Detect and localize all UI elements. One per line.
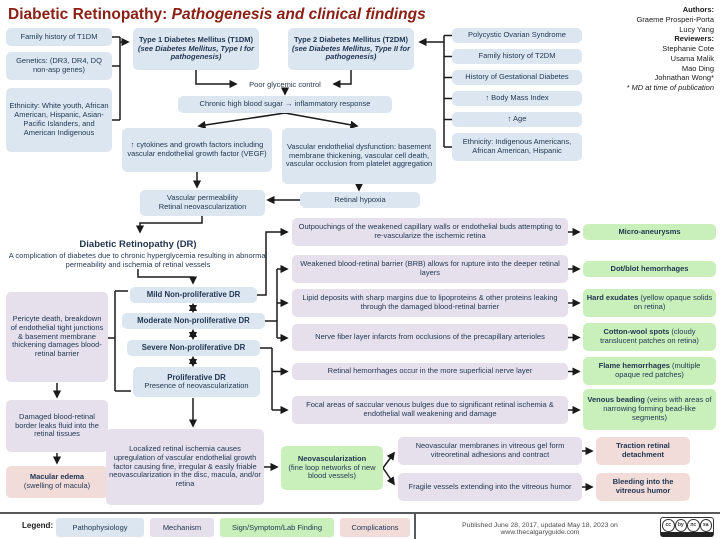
node-bmi [452, 91, 582, 106]
title-prefix: Diabetic Retinopathy: [8, 6, 172, 23]
page-title [8, 6, 426, 24]
legend-item-text: Pathophysiology [72, 523, 128, 532]
node-family-history-t2dm [452, 49, 582, 64]
node-text [586, 362, 713, 380]
legend-item-text: Mechanism [162, 523, 202, 532]
node-rest: (veins with areas of narrowing forming bead-like segments) [603, 395, 712, 422]
node-retinal-hypoxia [300, 192, 420, 208]
node-nerve-fiber-infarcts [292, 324, 568, 351]
dr-description: A complication of diabetes due to chronic hyperglycemia resulting in abnormal permeability and ischemia of retinal vessels [8, 251, 268, 270]
node-text: Bleeding into the vitreous humor [612, 477, 674, 495]
published-note: Published June 28, 2017, updated May 18, 2023 on www.thecalgaryguide.com [462, 522, 618, 536]
node-text: Severe Non-proliferative DR [141, 343, 246, 353]
node-text [291, 36, 411, 63]
legend-item-text: Complications [351, 523, 399, 532]
node-weakened-brb [292, 255, 568, 283]
node-text: Poor glycemic control [249, 79, 321, 89]
node-text: Chronic high blood sugar → inflammatory response [199, 99, 371, 109]
node-gestational-diabetes [452, 70, 582, 85]
node-text: Lipid deposits with sharp margins due to lipoproteins & other proteins leaking through the damaged blood-retinal barrier [302, 293, 558, 311]
node-text: ↑ cytokines and growth factors including vascular endothelial growth factor (VEGF) [127, 140, 267, 158]
node-stage-severe [127, 340, 260, 356]
node-text: (swelling of macula) [23, 481, 91, 490]
credit-line: Stephanie Cote [662, 44, 714, 53]
node-italic: (see Diabetes Mellitus, Type II for pathogenesis) [291, 43, 411, 62]
node-lipid-deposits [292, 289, 568, 317]
node-traction-retinal-detachment [596, 437, 690, 465]
legend-item-text: Sign/Symptom/Lab Finding [231, 523, 323, 532]
node-text: Damaged blood-retinal border leaks fluid into the retinal tissues [15, 411, 99, 439]
node-text: Ethnicity: White youth, African American, Hispanic, Asian-Pacific Islanders, and American Indigenous [9, 101, 109, 137]
credit-line: Lucy Yang [679, 24, 714, 34]
node-cytokines-vegf [122, 128, 272, 172]
node-ethnicity-t1dm [6, 88, 112, 152]
node-text [586, 396, 713, 423]
node-poor-glycemic-control [234, 78, 336, 90]
node-vitreous-bleeding [596, 473, 690, 501]
cc-by-icon: by [675, 519, 688, 532]
node-chronic-high-blood-sugar [178, 96, 392, 113]
node-family-history-t1dm [6, 28, 112, 46]
legend-label: Legend: [22, 521, 54, 530]
cc-sa-icon: sa [700, 519, 713, 532]
legend-mechanism [150, 518, 214, 537]
node-bold: Dot/blot hemorrhages [610, 263, 689, 273]
node-bold: Hard exudates [586, 293, 641, 303]
node-ethnicity-t2dm [452, 133, 582, 161]
node-pericyte-death [6, 292, 108, 382]
node-text: Family history of T1DM [20, 31, 98, 41]
node-bold: Type 2 Diabetes Mellitus (T2DM) [293, 34, 409, 44]
legend-divider [414, 514, 416, 539]
node-localized-ischemia [106, 429, 264, 505]
node-text: Mild Non-proliferative DR [146, 290, 241, 300]
node-italic: (see Diabetes Mellitus, Type I for pathogenesis) [137, 43, 254, 62]
node-bold: Type 1 Diabetes Mellitus (T1DM) [138, 34, 254, 44]
node-text: Polycystic Ovarian Syndrome [468, 30, 566, 40]
legend-sign-symptom [220, 518, 334, 537]
node-vascular-permeability [140, 190, 265, 216]
node-micro-aneurysms [583, 224, 716, 240]
node-text: Family history of T2DM [478, 51, 556, 61]
node-t2dm [288, 28, 414, 70]
node-hard-exudates [583, 289, 716, 317]
node-rest: (yellow opaque solids on retina) [633, 293, 713, 311]
node-neovascular-membranes [398, 437, 582, 465]
node-bold: Venous beading [587, 395, 647, 405]
node-flame-hemorrhages [583, 357, 716, 385]
node-dot-blot-hemorrhages [583, 261, 716, 277]
node-stage-moderate [122, 313, 265, 329]
credit-note: * MD at time of publication [626, 83, 714, 92]
credit-line: Johnathan Wong* [654, 73, 714, 83]
node-text: Focal areas of saccular venous bulges due to significant retinal ischemia & endothelial wall weakening and damage [306, 400, 554, 418]
node-dr-heading [5, 236, 271, 272]
node-stage-proliferative [133, 367, 260, 397]
node-text: Localized retinal ischemia causes upregulation of vascular endothelial growth factor causing fine, irregular & easily friable neovascularization in the disc, macula, and/or retina [109, 443, 261, 489]
authors-label: Authors: [682, 5, 714, 14]
node-neovascularization [281, 446, 383, 490]
node-bold: Macular edema [29, 472, 85, 482]
cc-icon: cc [662, 519, 675, 532]
node-rest: (fine loop networks of new blood vessels) [288, 462, 376, 481]
node-text [586, 328, 713, 346]
credit-line: Mao Ding [681, 63, 714, 73]
node-text: Moderate Non-proliferative DR [137, 316, 250, 326]
node-bold: Neovascularization [297, 453, 367, 463]
node-bold: Proliferative DR [167, 372, 226, 382]
node-text: ↑ Body Mass Index [485, 93, 549, 103]
node-rest: (cloudy translucent patches on retina) [600, 327, 699, 345]
node-macular-edema [6, 466, 108, 498]
node-genetics [6, 52, 112, 80]
node-stage-mild [130, 287, 257, 303]
node-text: Ethnicity: Indigenous Americans, African American, Hispanic [462, 137, 572, 155]
node-text [618, 228, 680, 237]
node-rest: (multiple opaque red patches) [615, 361, 701, 379]
node-text: Weakened blood-retinal barrier (BRB) allows for rupture into the deeper retinal layers [300, 259, 560, 277]
node-text: Outpouchings of the weakened capillary walls or endothelial buds attempting to re-vascularize the ischemic retina [298, 222, 562, 240]
node-fragile-vessels [398, 473, 582, 501]
cc-license-badge [660, 517, 714, 537]
node-vascular-endothelial-dysfunction [282, 128, 436, 184]
node-text: History of Gestational Diabetes [465, 72, 569, 82]
node-text: Pericyte death, breakdown of endothelial tight junctions & basement membrane thickening damages blood-retinal barrier [10, 313, 104, 359]
node-text: Retinal neovascularization [158, 202, 247, 211]
node-text: ↑ Age [507, 114, 527, 124]
node-text [586, 294, 713, 312]
node-text: Traction retinal detachment [616, 441, 670, 459]
credit-line: Usama Malik [670, 53, 714, 63]
node-age [452, 112, 582, 127]
node-bold: Micro-aneurysms [618, 226, 681, 236]
node-venous-beading [583, 389, 716, 430]
node-focal-venous-bulges [292, 396, 568, 424]
node-cotton-wool-spots [583, 323, 716, 351]
node-text [611, 265, 689, 274]
dr-title: Diabetic Retinopathy (DR) [79, 238, 197, 250]
node-bold: Flame hemorrhages [598, 361, 672, 371]
node-text: Presence of neovascularization [144, 381, 249, 391]
node-text: Retinal hemorrhages occur in the more superficial nerve layer [327, 366, 533, 376]
node-damaged-border [6, 400, 108, 452]
legend-pathophysiology [56, 518, 144, 537]
legend-complications [340, 518, 410, 537]
node-bold: Cotton-wool spots [603, 327, 672, 337]
reviewers-label: Reviewers: [674, 34, 714, 44]
cc-nc-icon: nc [687, 519, 700, 532]
node-text: Neovascular membranes in vitreous gel form vitreoretinal adhesions and contract [415, 441, 565, 459]
title-suffix: Pathogenesis and clinical findings [171, 6, 426, 23]
node-t1dm [133, 28, 259, 70]
node-outpouchings [292, 218, 568, 246]
node-text: Genetics: (DR3, DR4, DQ non-asp genes) [16, 56, 102, 74]
node-text [136, 36, 256, 63]
node-text: Vascular endothelial dysfunction: basement membrane thickening, vascular cell death, vascular occlusion from platelet aggregation [285, 141, 433, 169]
credits [626, 5, 714, 93]
credit-line: Graeme Prosperi-Porta [636, 14, 714, 24]
node-retinal-hemorrhages [292, 363, 568, 380]
node-text: Fragile vessels extending into the vitreous humor [408, 481, 572, 491]
node-text: Nerve fiber layer infarcts from occlusions of the precapillary arterioles [315, 332, 545, 342]
node-text: Vascular permeability [166, 193, 239, 203]
node-text: Retinal hypoxia [334, 194, 386, 204]
legend-bar [0, 512, 720, 539]
node-pcos [452, 28, 582, 43]
